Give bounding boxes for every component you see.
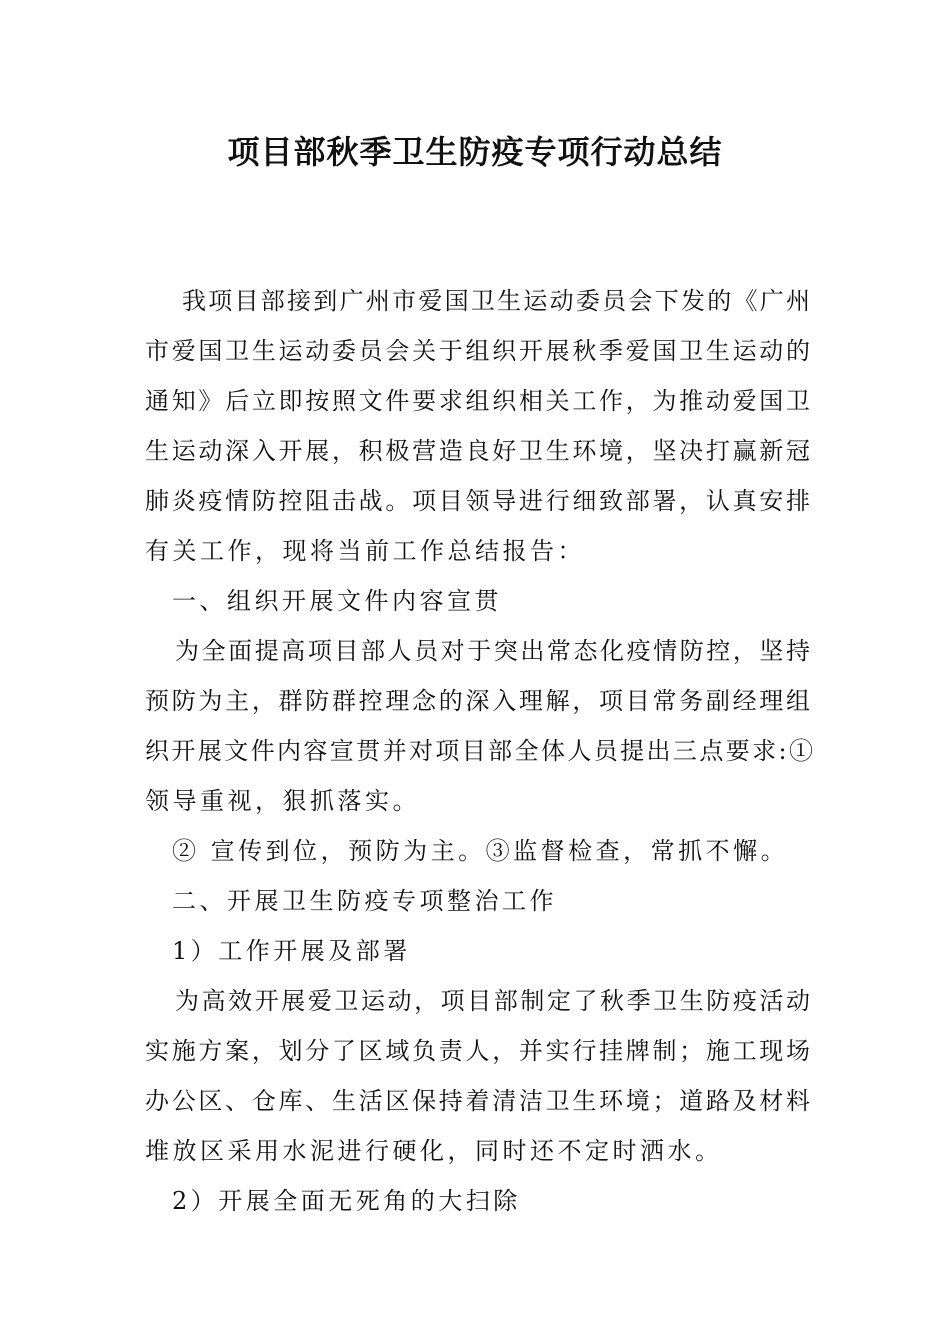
body-line: 为高效开展爱卫运动，项目部制定了秋季卫生防疫活动	[175, 987, 810, 1015]
body-line: 实施方案，划分了区域负责人，并实行挂牌制；施工现场	[145, 1037, 810, 1065]
body-line: 领导重视，狠抓落实。	[145, 787, 420, 815]
body-line: 肺炎疫情防控阻击战。项目领导进行细致部署，认真安排	[145, 487, 810, 515]
body-line: 办公区、仓库、生活区保持着清洁卫生环境；道路及材料	[145, 1087, 810, 1115]
body-line: 有关工作，现将当前工作总结报告：	[145, 537, 585, 565]
body-line: 市爱国卫生运动委员会关于组织开展秋季爱国卫生运动的	[145, 337, 810, 365]
body-line: 通知》后立即按照文件要求组织相关工作，为推动爱国卫	[145, 387, 810, 415]
body-line: ② 宣传到位，预防为主。③监督检查，常抓不懈。	[172, 837, 789, 865]
body-line: 为全面提高项目部人员对于突出常态化疫情防控，坚持	[175, 637, 810, 665]
page-title: 项目部秋季卫生防疫专项行动总结	[227, 133, 723, 171]
body-line: 织开展文件内容宣贯并对项目部全体人员提出三点要求:①	[145, 737, 813, 765]
body-line: 生运动深入开展，积极营造良好卫生环境，坚决打赢新冠	[145, 437, 810, 465]
subsection-heading: 2）开展全面无死角的大扫除	[172, 1187, 521, 1215]
body-line: 我项目部接到广州市爱国卫生运动委员会下发的《广州	[182, 287, 810, 315]
body-line: 堆放区采用水泥进行硬化，同时还不定时洒水。	[145, 1137, 723, 1165]
section-heading: 二、开展卫生防疫专项整治工作	[172, 887, 557, 915]
subsection-heading: 1）工作开展及部署	[172, 937, 411, 965]
section-heading: 一、组织开展文件内容宣贯	[172, 587, 502, 615]
body-line: 预防为主，群防群控理念的深入理解，项目常务副经理组	[145, 687, 810, 715]
